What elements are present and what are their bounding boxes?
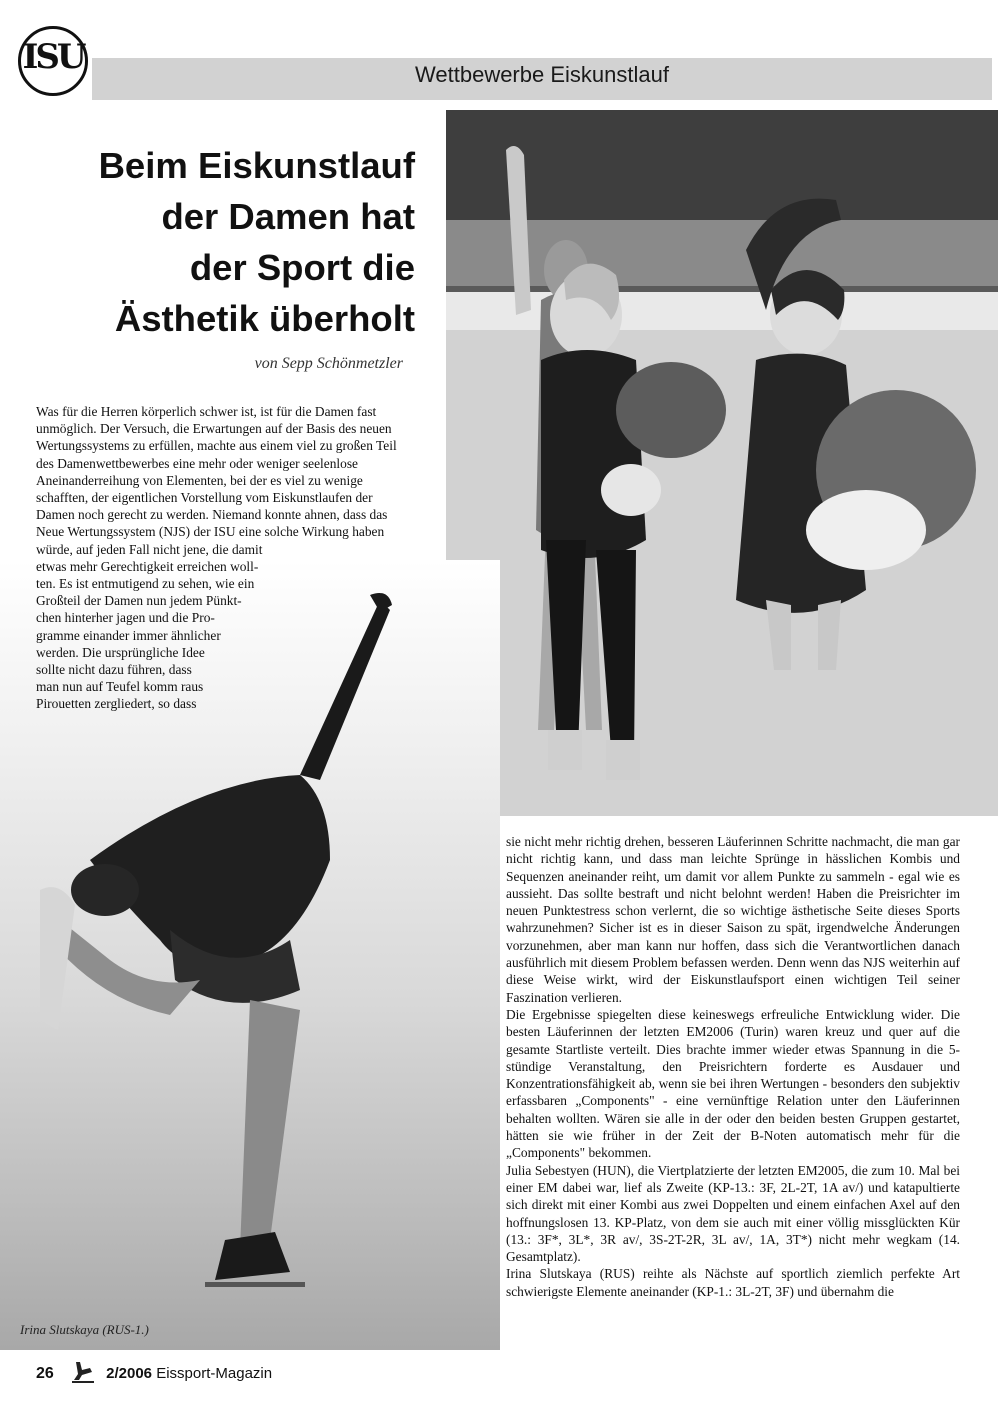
article-headline — [60, 140, 415, 344]
podium-photo-icon — [446, 110, 998, 816]
paragraph: Julia Sebestyen (HUN), die Viertplatzierte der letzten EM2005, die zum 10. Mal bei einer EM dabei war, lief als Zweite (KP-13.: 3F, 2L-2T, 1A av/) und katapultierte sich direkt mit einer Kombi aus zwei Doppelten und einem einfachen Axel auf den hoffnungslosen 13. KP-Platz, von dem sie auch mit einer völlig missglückten Kür (13.: 3F*, 3L*, 3R av/, 3S-2T-2R, 3L av/, 1A, 3T*) nicht mehr wegkam (14. Gesamtplatz). — [506, 1162, 960, 1265]
section-title: Wettbewerbe Eiskunstlauf — [415, 62, 669, 87]
headline-line: der Sport die — [189, 247, 415, 288]
paragraph: sie nicht mehr richtig drehen, besseren Läuferinnen Schritte nachmacht, die man gar nicht richtig kann, und dass man leichte Sprünge in hässlichen Kombis und Sequenzen aneinander reiht, um damit vor allem Punkte zu sammeln - egal wie es aussieht. Das sollte bestraft und nicht belohnt werden! Haben die Preisrichter im neuen Punktestress schon verlernt, die so wichtige ästhetische Seite dieses Sports wahrzunehmen? Sicher ist es in dieser Saison zu spät, irgendwelche Änderungen vorzunehmen, aber man kann nur hoffen, dass sich die Verantwortlichen danach ausführlich mit diesem Problem befassen werden. Denn wenn das NJS weiterhin auf diese Weise wirkt, wird der Eiskunstlaufsport einen wichtigen Teil seiner Faszination verlieren. — [506, 834, 960, 1005]
page-footer — [36, 1360, 272, 1388]
byline: von Sepp Schönmetzler — [254, 355, 403, 372]
text-line: etwas mehr Gerechtigkeit erreichen woll- — [36, 558, 259, 574]
text-line: gramme einander immer ähnlicher — [36, 627, 221, 643]
isu-logo — [18, 26, 88, 96]
text-line: Neue Wertungssystem (NJS) der ISU eine solche Wirkung haben — [36, 524, 385, 540]
podium-photo — [446, 110, 998, 816]
text-line: Aneinanderreihung von Elementen, bei der es viel zu wenige — [36, 472, 363, 488]
text-line: schafften, der eigentlichen Vorstellung vom Eiskunstlaufen der — [36, 490, 373, 506]
text-line: Damen noch gerecht zu werden. Niemand konnte ahnen, dass das — [36, 507, 388, 523]
text-line: werden. Die ursprüngliche Idee — [36, 644, 205, 660]
text-line: chen hinterher jagen und die Pro- — [36, 610, 215, 626]
page-number: 26 — [36, 1364, 54, 1382]
issue-number: 2/2006 — [106, 1364, 153, 1382]
headline-line: Beim Eiskunstlauf — [98, 145, 415, 186]
isu-logo-text: ISU — [22, 37, 84, 77]
photo-caption: Irina Slutskaya (RUS-1.) — [20, 1322, 149, 1337]
text-line: Großteil der Damen nun jedem Pünkt- — [36, 593, 242, 609]
article-column-2 — [506, 833, 960, 1300]
text-line: würde, auf jeden Fall nicht jene, die damit — [36, 541, 263, 557]
text-line: unmöglich. Der Versuch, die Erwartungen auf der Basis des neuen — [36, 421, 392, 437]
text-line: Pirouetten zergliedert, so dass — [36, 696, 197, 712]
text-line: ten. Es ist entmutigend zu sehen, wie ein — [36, 576, 255, 592]
paragraph: Irina Slutskaya (RUS) reihte als Nächste auf sportlich ziemlich perfekte Art schwierigste Elemente aneinander (KP-1.: 3L-2T, 3F) und übernahm die — [506, 1266, 960, 1299]
text-line: man nun auf Teufel komm raus — [36, 679, 204, 695]
headline-line: der Damen hat — [161, 196, 415, 237]
text-line: sollte nicht dazu führen, dass — [36, 662, 192, 678]
text-line: des Damenwettbewerbes eine mehr oder weniger seelenlose — [36, 455, 358, 471]
magazine-name: Eissport-Magazin — [156, 1364, 273, 1382]
text-line: Wertungssystems zu erfüllen, machte aus einem viel zu großen Teil — [36, 438, 397, 454]
text-line: Was für die Herren körperlich schwer ist, ist für die Damen fast — [36, 404, 377, 419]
article-column-1 — [36, 403, 441, 713]
skater-logo-icon — [70, 1360, 96, 1388]
paragraph: Die Ergebnisse spiegelten diese keineswegs erfreuliche Entwicklung wider. Die besten Läuferinnen der letzten EM2006 (Turin) waren kreuz und quer auf die gesamte Startliste verteilt. Dies brachte immer wieder etwas Spannung in die 5-stündige Veranstaltung, den Preisrichtern forderte es Ausdauer und Konzentrationsfähigkeit ab, wenn sie bei ihren Wertungen - besonders den subjektiv erfassbaren „Components" - eine vernünftige Relation unter den Läuferinnen behalten wollten. Wären sie alle in der oder den beiden besten Gruppen gestartet, hätten sie wie früher in der Zeit der B-Noten automatisch mehr für die „Components" bekommen. — [506, 1006, 960, 1161]
headline-line: Ästhetik überholt — [114, 298, 415, 339]
